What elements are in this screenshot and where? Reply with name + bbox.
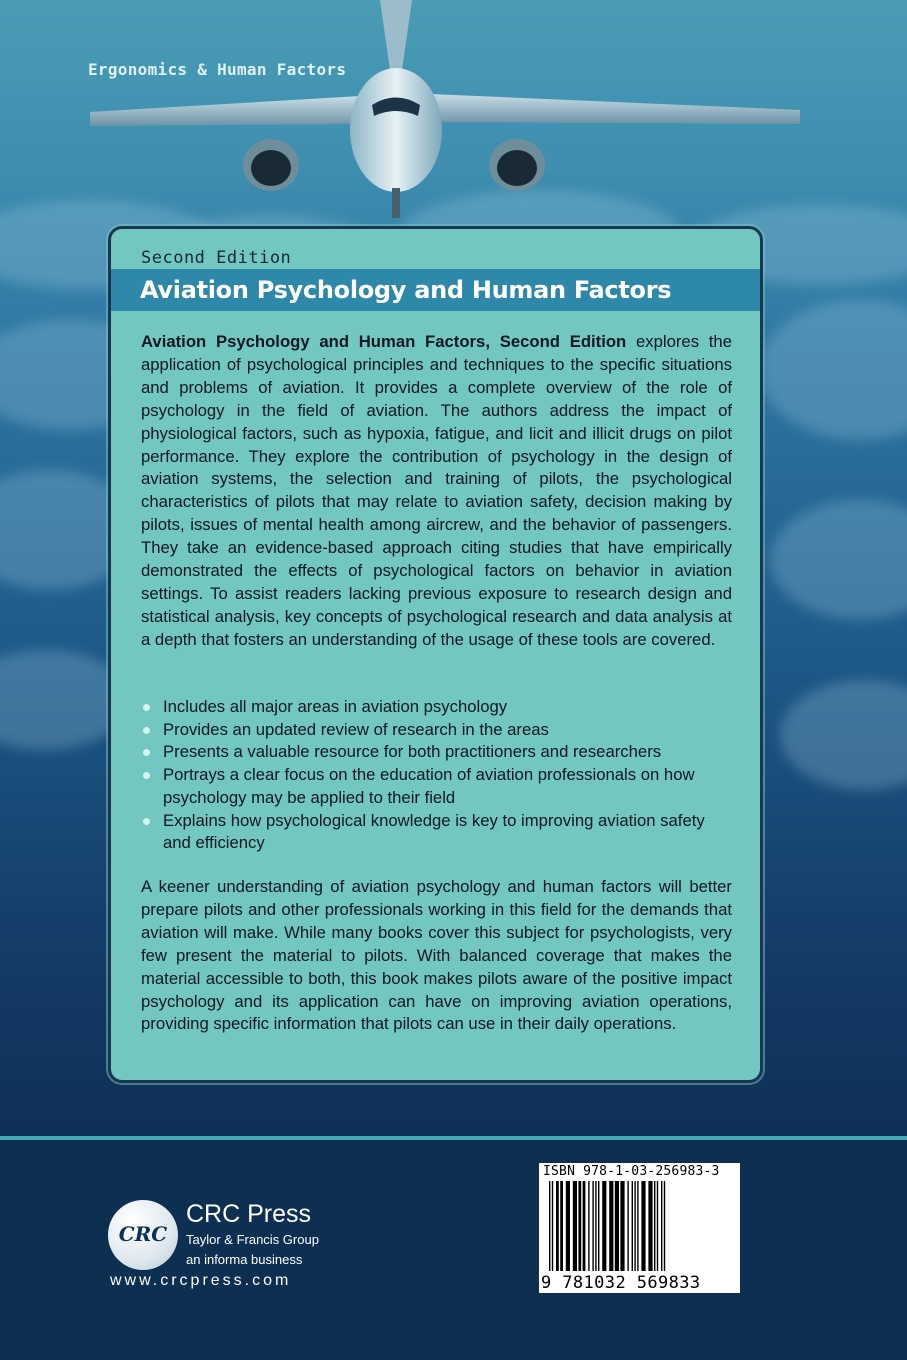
series-name: Ergonomics & Human Factors — [88, 60, 347, 79]
barcode — [539, 1163, 740, 1293]
edition-label: Second Edition — [141, 248, 292, 268]
closing-paragraph: A keener understanding of aviation psychology and human factors will better prepare pilots and other professionals working in this field for the demands that aviation will make. While many books cover this subject for psychologists, very few present the material to pilots. With balanced coverage that makes the material accessible to both, this book makes pilots aware of the positive impact psychology and its application can have on improving aviation operations, providing specific information that pilots can use in their daily operations. — [141, 877, 732, 1034]
bullet-icon — [143, 772, 150, 779]
book-title: Aviation Psychology and Human Factors — [111, 269, 760, 311]
description-paragraph — [141, 331, 732, 652]
list-item: Includes all major areas in aviation psychology — [141, 696, 723, 719]
bullet-icon — [143, 727, 150, 734]
bullet-icon — [143, 704, 150, 711]
publisher-group: Taylor & Francis Group — [186, 1232, 319, 1247]
list-item: Portrays a clear focus on the education of aviation professionals on how psychology may be applied to their field — [141, 764, 723, 809]
publisher-tagline: an informa business — [186, 1252, 303, 1267]
ean-number: 9 781032 569833 — [541, 1273, 701, 1293]
publisher-website[interactable]: www.crcpress.com — [110, 1272, 292, 1289]
isbn-label: ISBN 978-1-03-256983-3 — [543, 1164, 720, 1179]
airplane-illustration — [0, 0, 907, 260]
description-panel — [108, 226, 763, 1083]
crc-logo-text: CRC — [118, 1222, 168, 1246]
feature-list — [141, 696, 741, 855]
list-item: Explains how psychological knowledge is key to improving aviation safety and efficiency — [141, 810, 723, 855]
bullet-icon — [143, 818, 150, 825]
publisher-name: CRC Press — [186, 1200, 312, 1228]
list-item: Provides an updated review of research in the areas — [141, 719, 723, 742]
bullet-icon — [143, 749, 150, 756]
description-lead: Aviation Psychology and Human Factors, Second Edition — [141, 332, 627, 351]
list-item: Presents a valuable resource for both practitioners and researchers — [141, 741, 723, 764]
description-text: explores the application of psychological principles and techniques to the specific situations and problems of aviation. It provides a complete overview of the role of psychology in the field of aviation. The authors address the impact of physiological factors, such as hypoxia, fatigue, and licit and illicit drugs on pilot performance. They explore the contribution of psychology in the design of aviation systems, the selection and training of pilots, the psychological characteristics of pilots that may relate to aviation safety, decision making by pilots, issues of mental health among aircrew, and the behavior of passengers. They take an evidence-based approach citing studies that have empirically demonstrated the effects of psychological factors on behavior in aviation settings. To assist readers lacking previous exposure to research design and statistical analysis, key concepts of psychological research and data analysis at a depth that fosters an understanding of the usage of these tools are covered. — [141, 332, 732, 649]
